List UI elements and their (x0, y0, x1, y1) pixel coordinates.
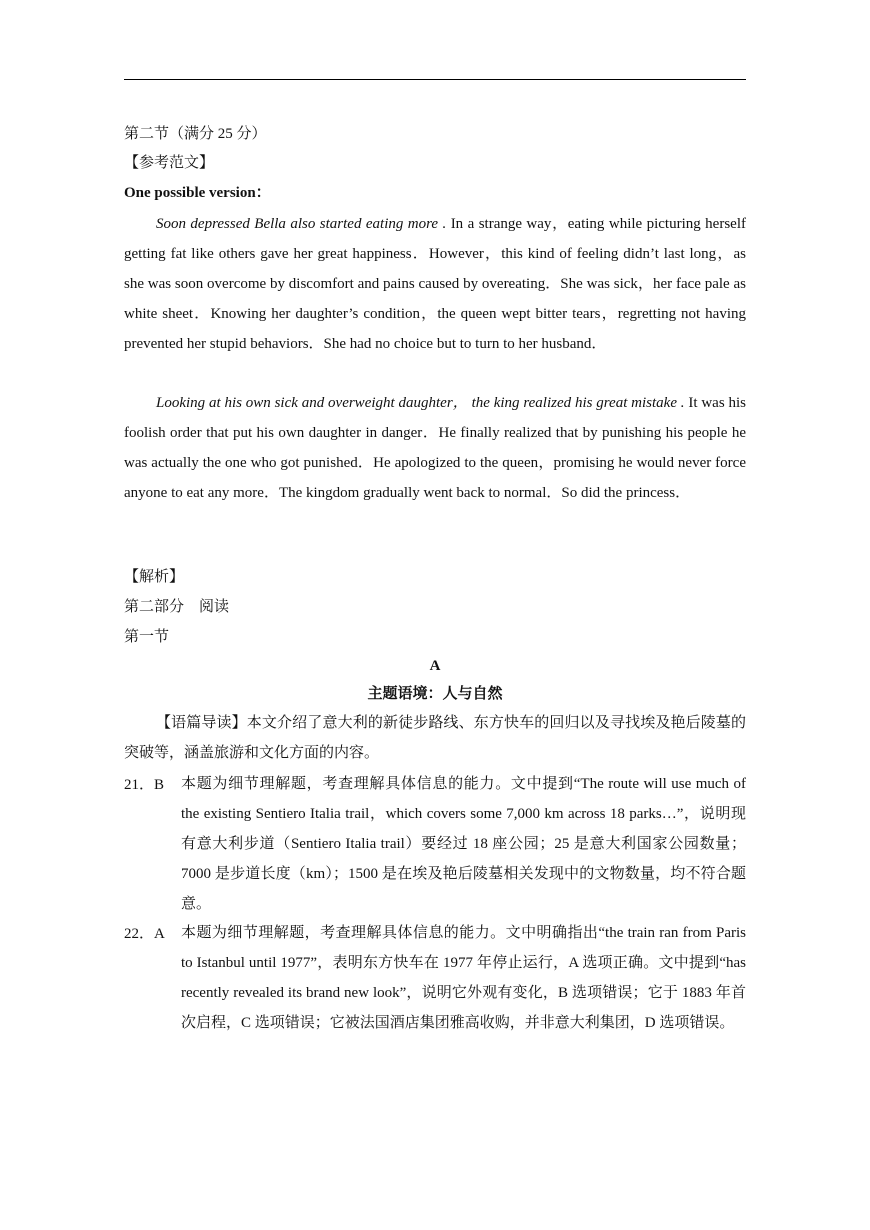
header-rule (124, 79, 746, 80)
question-22-explanation: 本题为细节理解题，考查理解具体信息的能力。文中明确指出“the train ran from Paris to Istanbul until 1977”，表明东方快车在 1977 年停止运行，A 选项正确。文中提到“has recently revealed its brand new look”，说明它外观有变化，B 选项错误；它于 1883 年首次启程，C 选项错误；它被法国酒店集团雅高收购，并非意大利集团，D 选项错误。 (181, 925, 746, 1031)
essay-paragraph-1 (124, 209, 746, 359)
essay-paragraph-2-lead: Looking at his own sick and overweight daughter， the king realized his great mistake . (156, 395, 685, 411)
question-22-number: 22．A (124, 926, 165, 942)
essay-paragraph-2-body: It was his foolish order that put his own daughter in danger．He finally realized that by punishing his people he was actually the one who got punished．He apologized to the queen，promising he would never force anyone to eat any more．The kingdom gradually went back to normal．So did the princess． (124, 395, 746, 501)
passage-intro: 【语篇导读】本文介绍了意大利的新徒步路线、东方快车的回归以及寻找埃及艳后陵墓的突破等，涵盖旅游和文化方面的内容。 (124, 715, 746, 761)
question-21-number: 21．B (124, 777, 165, 793)
section-heading: 第二节（满分 25 分） (124, 126, 267, 142)
essay-paragraph-2 (124, 388, 746, 508)
section-label: 第一节 (124, 629, 170, 645)
version-label: One possible version： (124, 185, 271, 201)
sample-label: 【参考范文】 (124, 155, 215, 171)
essay-paragraph-1-lead: Soon depressed Bella also started eating more . (156, 216, 447, 232)
passage-letter: A (429, 658, 441, 674)
part-label: 第二部分 阅读 (124, 598, 230, 615)
question-21-explanation: 本题为细节理解题，考查理解具体信息的能力。文中提到“The route will use much of the existing Sentiero Italia trail，which covers some 7,000 km across 18 parks…”，说明现有意大利步道（Sentiero Italia trail）要经过 18 座公园；25 是意大利国家公园数量；7000 是步道长度（km）；1500 是在埃及艳后陵墓相关发现中的文物数量，均不符合题意。 (181, 776, 746, 912)
theme-context: 主题语境：人与自然 (367, 685, 503, 702)
essay-paragraph-1-body: In a strange way，eating while picturing herself getting fat like others gave her great happiness．However，this kind of feeling didn’t last long，as she was soon overcome by discomfort and pains caused by overeating．She was sick，her face pale as white sheet．Knowing her daughter’s condition，the queen wept bitter tears，regretting not having prevented her stupid behaviors．She had no choice but to turn to her husband． (124, 216, 746, 352)
analysis-label: 【解析】 (124, 569, 185, 585)
